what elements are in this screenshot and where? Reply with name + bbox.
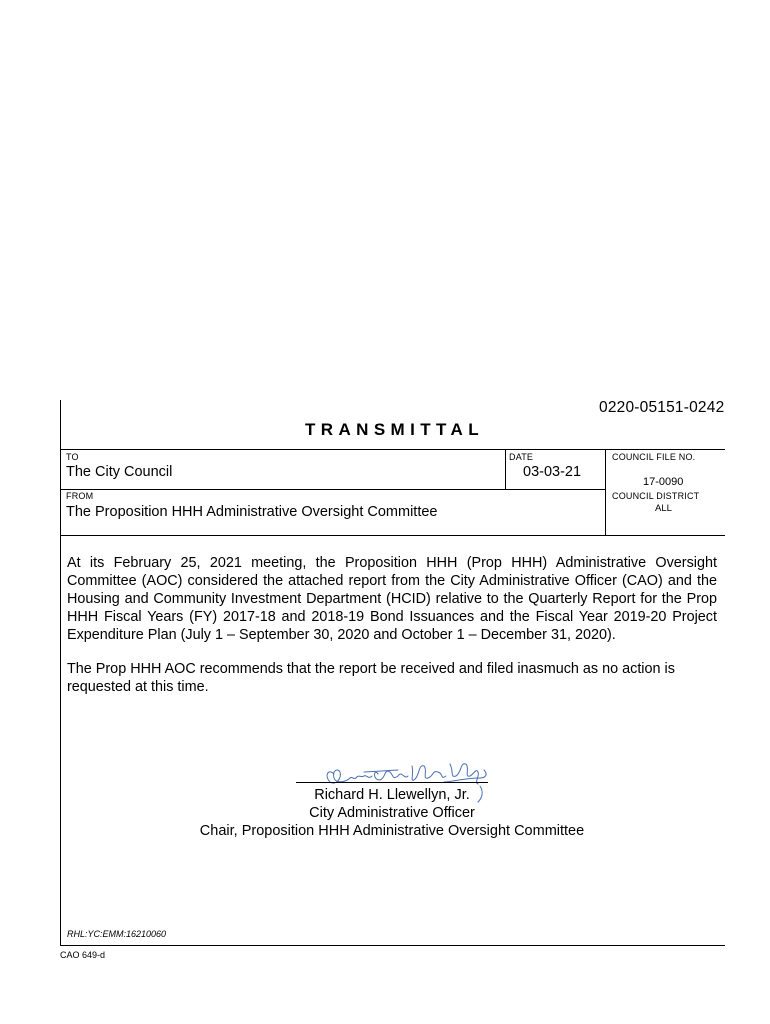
council-file-label: COUNCIL FILE NO. (612, 452, 696, 462)
fields-bottom-divider (60, 535, 725, 536)
from-value: The Proposition HHH Administrative Oversight Committee (66, 504, 438, 520)
form-id: CAO 649-d (60, 950, 106, 960)
body-paragraph-1: At its February 25, 2021 meeting, the Proposition HHH (Prop HHH) Administrative Oversight Committee (AOC) considered the attached report from the City Administrative Officer (CAO) and the Housing and Community Investment Department (HCID) relative to the Quarterly Report for the Prop HHH Fiscal Years (FY) 2017-18 and 2018-19 Bond Issuances and the Fiscal Year 2019-20 Project Expenditure Plan (July 1 – September 30, 2020 and October 1 – December 31, 2020). (67, 555, 717, 643)
left-border (60, 400, 61, 946)
from-label: FROM (66, 491, 94, 501)
signer-name: Richard H. Llewellyn, Jr. (314, 787, 470, 803)
signature-block (150, 786, 634, 840)
date-column-divider (505, 449, 506, 489)
council-column-divider (605, 449, 606, 535)
to-label: TO (66, 452, 79, 462)
document-number: 0220-05151-0242 (599, 399, 725, 416)
to-value: The City Council (66, 464, 173, 480)
signer-title: City Administrative Officer (309, 805, 475, 821)
reference-code: RHL:YC:EMM:16210060 (67, 929, 167, 939)
council-district-value: ALL (655, 503, 672, 514)
date-label: DATE (509, 452, 534, 462)
page-title: TRANSMITTAL (305, 420, 485, 439)
council-file-value: 17-0090 (643, 476, 684, 488)
to-from-divider (60, 489, 605, 490)
bottom-border (60, 945, 725, 946)
header-divider (60, 449, 725, 450)
signature-line (296, 782, 488, 783)
body-paragraph-2: The Prop HHH AOC recommends that the report be received and filed inasmuch as no action is requested at this time. (67, 661, 675, 695)
date-value: 03-03-21 (523, 464, 582, 480)
council-district-label: COUNCIL DISTRICT (612, 491, 700, 501)
transmittal-body (67, 554, 717, 712)
signer-role: Chair, Proposition HHH Administrative Oversight Committee (199, 823, 585, 839)
